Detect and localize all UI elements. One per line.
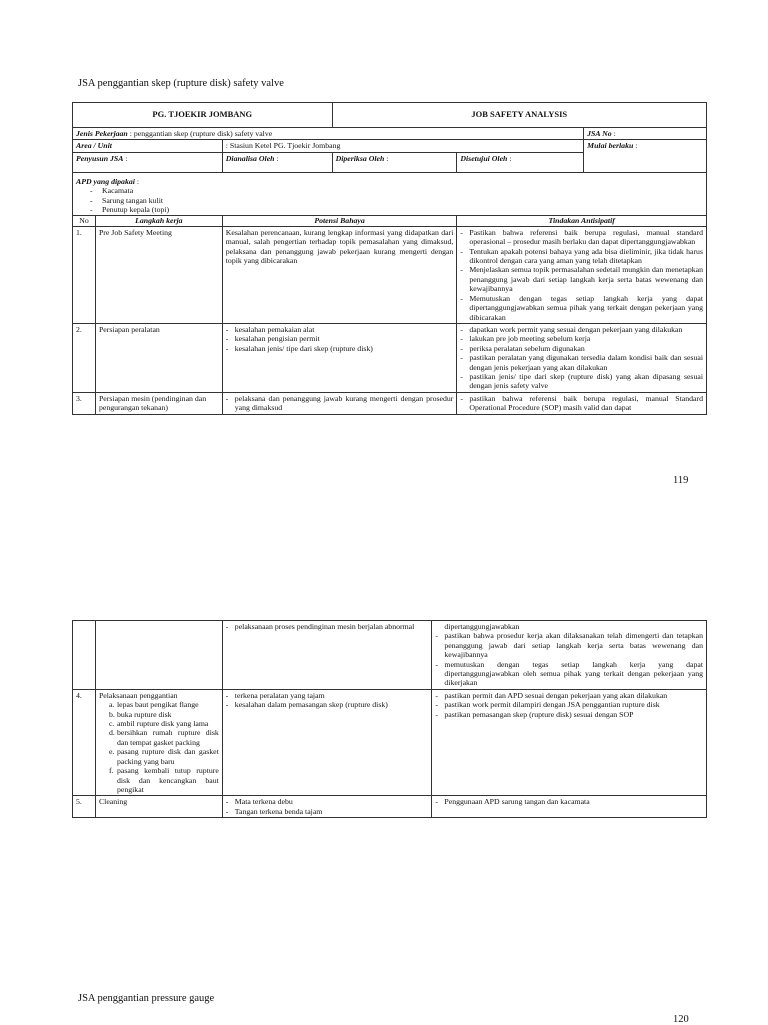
diperiksa-value: : bbox=[384, 153, 389, 163]
apd-row bbox=[73, 172, 707, 216]
list-item: - pastikan jenis/ tipe dari skep (rupture disk) yang akan dipasang sesuai dengan jenis safety valve bbox=[460, 372, 703, 391]
row-tindakan-list bbox=[460, 394, 703, 413]
list-item: - pelaksanaan proses pendinginan mesin berjalan abnormal bbox=[226, 622, 429, 631]
apd-item: - Kacamata bbox=[90, 186, 703, 195]
list-item: - terkena peralatan yang tajam bbox=[226, 691, 429, 700]
row-langkah: Persiapan mesin (pendinginan dan pengurangan tekanan) bbox=[95, 392, 222, 414]
dianalisa-label: Dianalisa Oleh bbox=[225, 153, 275, 163]
list-item: - lakukan pre job meeting sebelum kerja bbox=[460, 334, 703, 343]
table-row bbox=[73, 323, 707, 392]
page-number: 119 bbox=[673, 475, 689, 486]
header-row bbox=[73, 103, 707, 128]
document-title: JSA penggantian skep (rupture disk) safety valve bbox=[78, 78, 284, 89]
row-no: 1. bbox=[73, 226, 96, 323]
list-item: - pastikan bahwa prosedur kerja akan dilaksanakan telah dimengerti dan tetapkan penanggung jawab dari setiap langkah kerja serta batas wewenang dan kewajibannya bbox=[435, 631, 703, 659]
list-item: c. ambil rupture disk yang lama bbox=[108, 719, 209, 729]
next-document-title: JSA penggantian pressure gauge bbox=[78, 993, 215, 1004]
apd-label: APD yang dipakai bbox=[76, 176, 135, 186]
table-row bbox=[73, 392, 707, 414]
list-item: - Memutuskan dengan tegas setiap langkah kerja yang dapat dipertanggungjawabkan semua pihak yang terkait dengan pekerjaan yang dibicarakan bbox=[460, 294, 703, 322]
penyusun-value: : bbox=[123, 153, 128, 163]
row-potensi-list bbox=[226, 325, 454, 353]
list-item: - pastikan peralatan yang digunakan tersedia dalam kondisi baik dan sesuai dengan jenis pekerjaan yang akan dilakukan bbox=[460, 353, 703, 372]
row-langkah: Pre Job Safety Meeting bbox=[95, 226, 222, 323]
row-potensi-list bbox=[226, 797, 429, 816]
area-label: Area / Unit bbox=[76, 141, 112, 151]
row-tindakan-list bbox=[460, 325, 703, 391]
jsa-no-label: JSA No bbox=[587, 129, 612, 138]
list-item: - periksa peralatan sebelum digunakan bbox=[460, 344, 703, 353]
apd-list bbox=[76, 186, 703, 214]
company-name: PG. TJOEKIR JOMBANG bbox=[73, 103, 333, 128]
list-item: - Tentukan apakah potensi bahaya yang ada bisa dieliminir, jika tidak harus dikontrol dengan cara yang aman yang telah ditetapkan bbox=[460, 247, 703, 266]
row-tindakan-list bbox=[435, 631, 703, 687]
row-langkah: Pelaksanaan penggantian bbox=[98, 690, 178, 700]
list-item: - pastikan permit dan APD sesuai dengan pekerjaan yang akan dilakukan bbox=[435, 691, 703, 700]
row-potensi: Kesalahan perencanaan, kurang lengkap informasi yang didapatkan dari manual, salah pengertian terhadap topik pemasalahan yang dimaksud, pelaksana dan penanggung jawab pekerjaan kurang mengerti dengan topik yang dibicarakan bbox=[222, 226, 457, 323]
area-row bbox=[73, 140, 707, 152]
col-no: No bbox=[73, 216, 96, 226]
row-no: 5. bbox=[73, 796, 96, 818]
list-item: - dapatkan work permit yang sesuai dengan pekerjaan yang dilakukan bbox=[460, 325, 703, 334]
row-no: 4. bbox=[73, 689, 96, 795]
row-langkah: Cleaning bbox=[95, 796, 222, 818]
form-title: JOB SAFETY ANALYSIS bbox=[332, 103, 706, 128]
jenis-value: : penggantian skep (rupture disk) safety valve bbox=[129, 129, 273, 138]
row-tindakan-list bbox=[460, 228, 703, 322]
col-tindakan: Tindakan Antisipatif bbox=[457, 216, 707, 226]
list-item: - Pastikan bahwa referensi baik berupa regulasi, manual standard operasional – prosedur masih berlaku dan dapat dipertanggungjawabkan bbox=[460, 228, 703, 247]
disetujui-value: : bbox=[507, 153, 512, 163]
list-item: - Tangan terkena benda tajam bbox=[226, 807, 429, 816]
list-item: - pelaksana dan penanggung jawab kurang mengerti dengan prosedur yang dimaksud bbox=[226, 394, 454, 413]
list-item: f. pasang kembali tutup rupture disk dan kencangkan baut pengikat bbox=[108, 766, 219, 794]
row-potensi-list bbox=[226, 394, 454, 413]
row-tindakan-list bbox=[435, 691, 703, 719]
list-item: - kesalahan dalam pemasangan skep (rupture disk) bbox=[226, 700, 429, 709]
mulai-value: : bbox=[633, 141, 638, 151]
row-tindakan-list bbox=[435, 797, 703, 806]
table-row bbox=[73, 621, 707, 690]
dianalisa-value: : bbox=[274, 153, 279, 163]
list-item: - Mata terkena debu bbox=[226, 797, 429, 806]
area-value: : Stasiun Ketel PG. Tjoekir Jombang bbox=[222, 140, 583, 152]
table-row bbox=[73, 689, 707, 795]
list-item: - pastikan bahwa referensi baik berupa regulasi, manual Standard Operational Procedure (SOP) masih valid dan dapat bbox=[460, 394, 703, 413]
mulai-label: Mulai berlaku bbox=[587, 141, 634, 151]
col-potensi: Potensi Bahaya bbox=[222, 216, 457, 226]
list-item: - kesalahan pemakaian alat bbox=[226, 325, 454, 334]
tindakan-continuation: dipertanggungjawabkan bbox=[444, 622, 520, 631]
list-item: - Penggunaan APD sarung tangan dan kacamata bbox=[435, 797, 703, 806]
jenis-row bbox=[73, 128, 707, 140]
apd-suffix: : bbox=[134, 176, 140, 186]
apd-item: - Sarung tangan kulit bbox=[90, 196, 703, 205]
penyusun-label: Penyusun JSA bbox=[76, 153, 124, 163]
jsa-no-value: : bbox=[611, 129, 616, 138]
list-item: e. pasang rupture disk dan gasket packing yang baru bbox=[108, 747, 219, 766]
jenis-label: Jenis Pekerjaan bbox=[76, 129, 128, 138]
list-item: - Menjelaskan semua topik permasalahan sedetail mungkin dan menetapkan penanggung jawab dari setiap langkah kerja serta batas wewenang dan kewajibannya bbox=[460, 265, 703, 293]
jsa-table-continued bbox=[72, 620, 707, 818]
list-item: - kesalahan pengisian permit bbox=[226, 334, 454, 343]
list-item: - pastikan pemasangan skep (rupture disk) sesuai dengan SOP bbox=[435, 710, 703, 719]
row-potensi-list bbox=[226, 622, 429, 631]
list-item: b. buka rupture disk bbox=[108, 709, 172, 719]
list-item: d. bersihkan rumah rupture disk dan tempat gasket packing bbox=[108, 728, 219, 747]
apd-item: - Penutup kepala (topi) bbox=[90, 205, 703, 214]
list-item: - pastikan work permit dilampiri dengan JSA penggantian rupture disk bbox=[435, 700, 703, 709]
row-langkah: Persiapan peralatan bbox=[95, 323, 222, 392]
row-no: 3. bbox=[73, 392, 96, 414]
table-row bbox=[73, 226, 707, 323]
list-item: a. lepas baut pengikat flange bbox=[108, 700, 199, 710]
jsa-table bbox=[72, 102, 707, 415]
diperiksa-label: Diperiksa Oleh bbox=[335, 153, 385, 163]
page-number: 120 bbox=[673, 1014, 689, 1025]
col-langkah: Langkah kerja bbox=[95, 216, 222, 226]
row-no: 2. bbox=[73, 323, 96, 392]
disetujui-label: Disetujui Oleh bbox=[460, 153, 508, 163]
table-row bbox=[73, 796, 707, 818]
list-item: - kesalahan jenis/ tipe dari skep (rupture disk) bbox=[226, 344, 454, 353]
row-potensi-list bbox=[226, 691, 429, 710]
step-list bbox=[99, 700, 219, 794]
column-header-row bbox=[73, 216, 707, 226]
list-item: - memutuskan dengan tegas setiap langkah kerja yang dapat dipertanggungjawabkan oleh semua pihak yang terkait dengan pekerjaan yang dikerjakan bbox=[435, 660, 703, 688]
